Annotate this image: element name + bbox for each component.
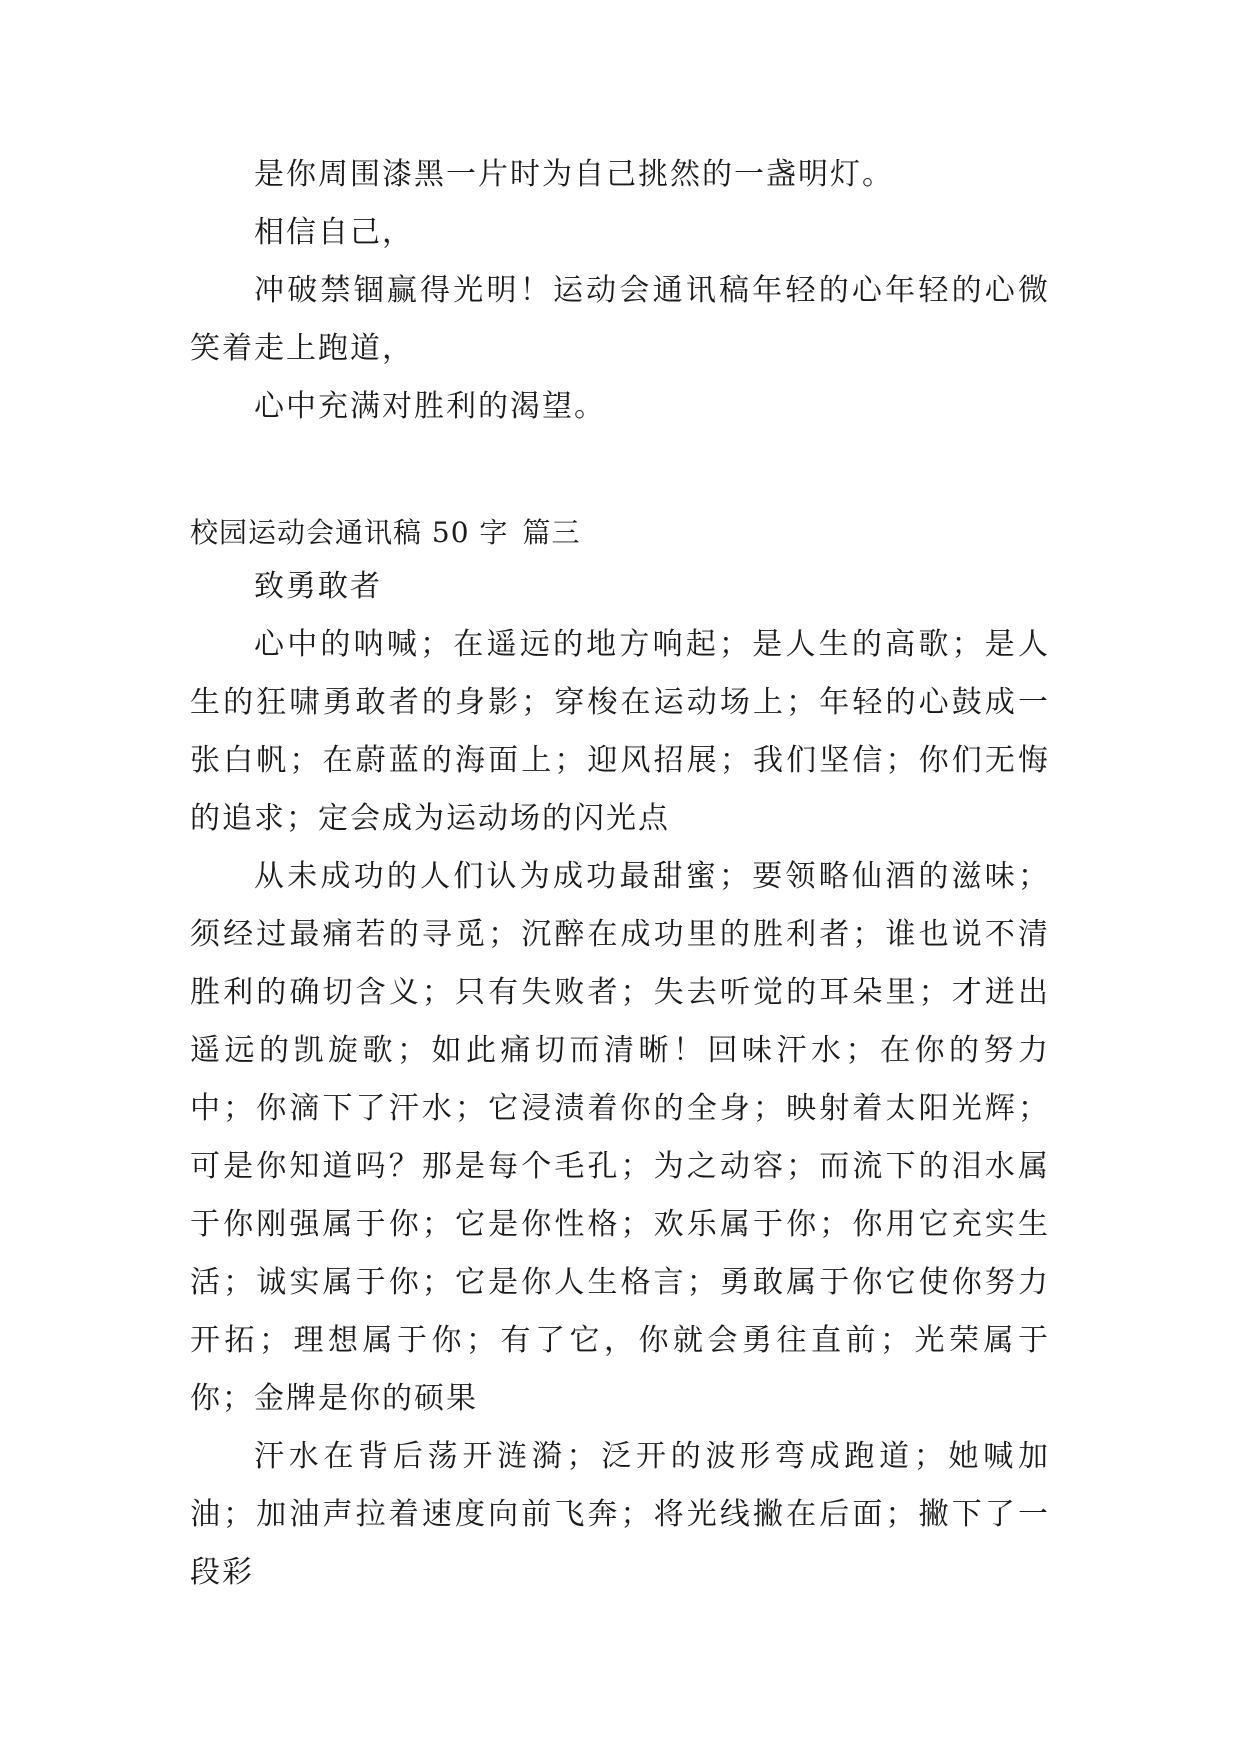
- paragraph: 心中充满对胜利的渴望。: [254, 389, 606, 424]
- body-text-block: [190, 558, 1050, 1602]
- paragraph: 冲破禁锢赢得光明！运动会通讯稿年轻的心年轻的心微笑着走上跑道，: [190, 273, 1050, 366]
- section-part-label: 篇三: [522, 516, 581, 549]
- paragraph: 心中的呐喊；在遥远的地方响起；是人生的高歌；是人生的狂啸勇敢者的身影；穿梭在运动场上；年轻的心鼓成一张白帆；在蔚蓝的海面上；迎风招展；我们坚信；你们无悔的追求；定会成为运动场的闪光点: [190, 627, 1050, 836]
- paragraph: 从未成功的人们认为成功最甜蜜；要领略仙酒的滋味；须经过最痛若的寻觅；沉醉在成功里的胜利者；谁也说不清胜利的确切含义；只有失败者；失去听觉的耳朵里；才迸出遥远的凯旋歌；如此痛切而清晰！回味汗水；在你的努力中；你滴下了汗水；它浸渍着你的全身；映射着太阳光辉；可是你知道吗？那是每个毛孔；为之动容；而流下的泪水属于你刚强属于你；它是你性格；欢乐属于你；你用它充实生活；诚实属于你；它是你人生格言；勇敢属于你它使你努力开拓；理想属于你；有了它，你就会勇往直前；光荣属于你；金牌是你的硕果: [190, 859, 1050, 1416]
- paragraph: 汗水在背后荡开涟漪；泛开的波形弯成跑道；她喊加油；加油声拉着速度向前飞奔；将光线撇在后面；撇下了一段彩: [190, 1439, 1050, 1590]
- paragraph: 是你周围漆黑一片时为自己挑然的一盏明灯。: [254, 157, 894, 192]
- paragraph: 相信自己，: [254, 215, 414, 250]
- section-title: 校园运动会通讯稿 50 字: [190, 516, 509, 549]
- paragraph-subtitle: 致勇敢者: [254, 569, 382, 604]
- top-text-block: [190, 146, 1050, 436]
- section-heading: [190, 508, 580, 558]
